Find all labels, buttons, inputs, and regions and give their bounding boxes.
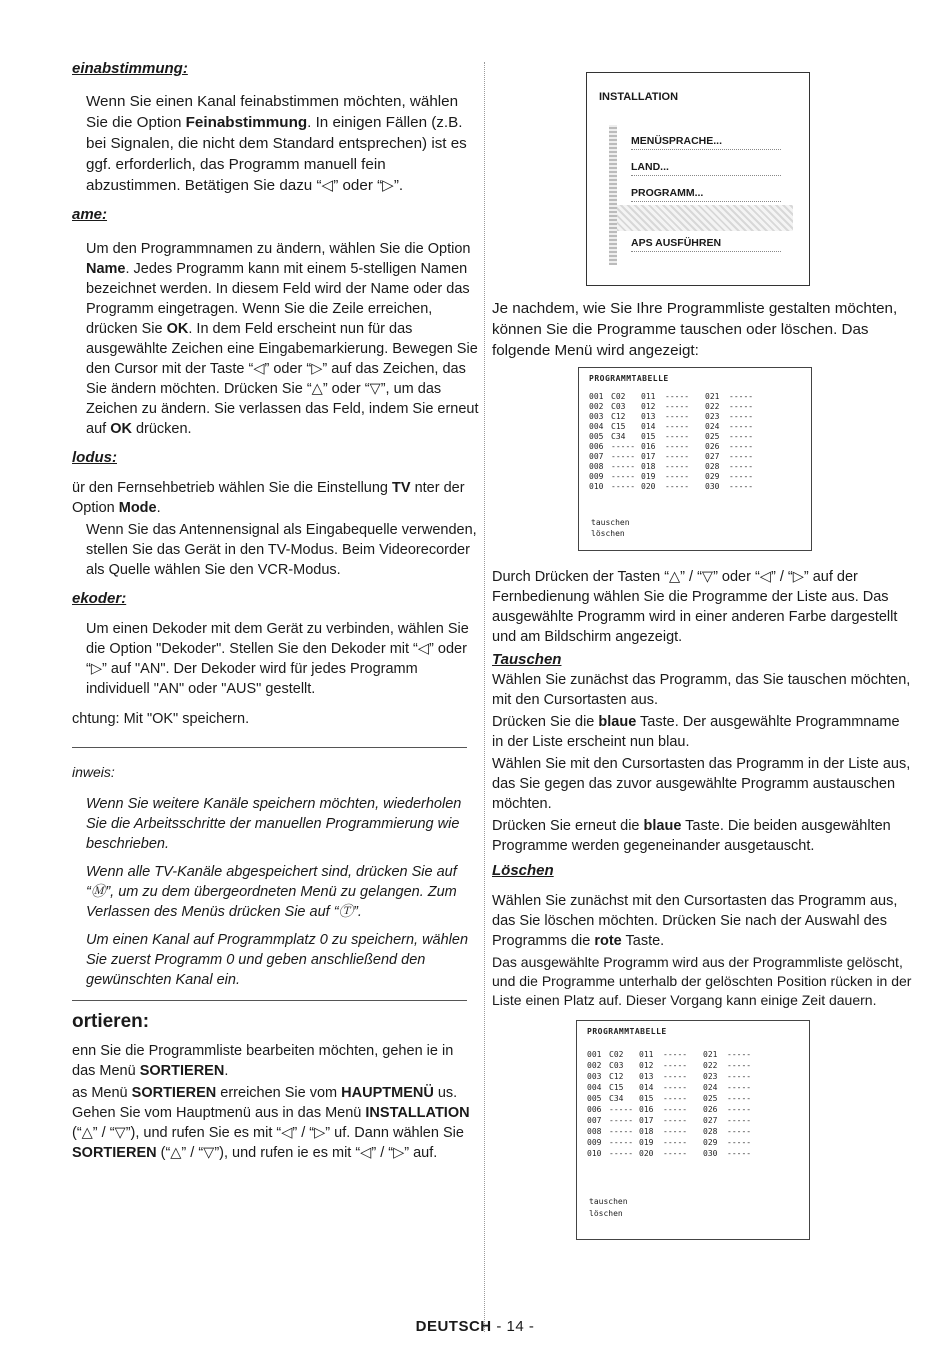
table-cell: 010 bbox=[589, 482, 604, 491]
table-cell: C34 bbox=[609, 1094, 624, 1103]
table-cell: 025 bbox=[703, 1094, 718, 1103]
swap-label: tauschen bbox=[589, 1197, 628, 1206]
table-cell: 016 bbox=[641, 442, 656, 451]
table-cell: 029 bbox=[705, 472, 720, 481]
table-cell: C03 bbox=[611, 402, 626, 411]
separator-line bbox=[72, 747, 467, 748]
table-cell: ----- bbox=[727, 1105, 752, 1114]
menu-item-aps: APS AUSFÜHREN bbox=[631, 237, 781, 252]
table-cell: 003 bbox=[587, 1072, 602, 1081]
table-row bbox=[587, 1104, 767, 1115]
table-cell: 028 bbox=[705, 462, 720, 471]
table-cell: ----- bbox=[609, 1105, 634, 1114]
decoder-heading: ekoder: bbox=[72, 590, 127, 607]
table-cell: 007 bbox=[587, 1116, 602, 1125]
table-cell: 004 bbox=[589, 422, 604, 431]
table-cell: 014 bbox=[639, 1083, 654, 1092]
table-row bbox=[589, 402, 769, 412]
note-heading: inweis: bbox=[72, 764, 115, 780]
table-cell: ----- bbox=[665, 432, 690, 441]
decoder-text-1: Um einen Dekoder mit dem Gerät zu verbinden, wählen Sie die Option "Dekoder". Stellen Sie den Dekoder mit “◁” oder “▷” auf "AN". Der Dekoder wird für jedes Programm individuell "AN" oder "AUS" gestellt. bbox=[86, 621, 469, 697]
table-cell: ----- bbox=[729, 402, 754, 411]
table-cell: 024 bbox=[703, 1083, 718, 1092]
table-row bbox=[589, 392, 769, 402]
table-cell: ----- bbox=[663, 1105, 688, 1114]
table-cell: C03 bbox=[609, 1061, 624, 1070]
separator-line bbox=[72, 1000, 467, 1001]
intro-text: Je nachdem, wie Sie Ihre Programmliste gestalten möchten, können Sie die Programme tauschen oder löschen. Das folgende Menü wird angezeigt: bbox=[492, 300, 898, 359]
table-cell: 009 bbox=[587, 1138, 602, 1147]
table-cell: ----- bbox=[729, 442, 754, 451]
table-cell: 013 bbox=[639, 1072, 654, 1081]
menu-title: INSTALLATION bbox=[599, 91, 679, 103]
program-table-screenshot-2 bbox=[576, 1020, 810, 1240]
swap-label: tauschen bbox=[591, 518, 630, 527]
table-row bbox=[587, 1093, 767, 1104]
table-cell: 022 bbox=[705, 402, 720, 411]
table-cell: 030 bbox=[703, 1149, 718, 1158]
table-cell: 023 bbox=[703, 1072, 718, 1081]
table-row bbox=[589, 412, 769, 422]
table-row bbox=[587, 1060, 767, 1071]
delete-text-2: Das ausgewählte Programm wird aus der Programmliste gelöscht, und die Programme unterhalb der gelöschten Position rücken in der Liste einen Platz auf. Dieser Vorgang kann einige Zeit dauern. bbox=[492, 954, 912, 1008]
table-cell: 009 bbox=[589, 472, 604, 481]
table-cell: 017 bbox=[641, 452, 656, 461]
program-table-grid bbox=[589, 392, 769, 492]
table-cell: ----- bbox=[663, 1116, 688, 1125]
table-cell: ----- bbox=[611, 452, 636, 461]
table-row bbox=[587, 1148, 767, 1159]
table-cell: C15 bbox=[611, 422, 626, 431]
table-cell: 010 bbox=[587, 1149, 602, 1158]
table-cell: ----- bbox=[663, 1127, 688, 1136]
table-cell: ----- bbox=[609, 1116, 634, 1125]
table-cell: ----- bbox=[665, 442, 690, 451]
program-table-title: PROGRAMMTABELLE bbox=[587, 1027, 667, 1036]
table-cell: ----- bbox=[663, 1061, 688, 1070]
table-cell: ----- bbox=[729, 422, 754, 431]
table-cell: 016 bbox=[639, 1105, 654, 1114]
table-cell: ----- bbox=[665, 482, 690, 491]
table-row bbox=[587, 1126, 767, 1137]
table-cell: ----- bbox=[611, 442, 636, 451]
menu-item-country: LAND... bbox=[631, 161, 781, 176]
table-cell: ----- bbox=[729, 472, 754, 481]
table-cell: 012 bbox=[639, 1061, 654, 1070]
fine-tuning-section bbox=[72, 60, 480, 196]
name-section bbox=[72, 206, 480, 439]
table-cell: 005 bbox=[587, 1094, 602, 1103]
note-text-3: Um einen Kanal auf Programmplatz 0 zu speichern, wählen Sie zuerst Programm 0 und geben anschließend den gewünschten Kanal ein. bbox=[86, 932, 469, 988]
fine-tuning-text: Wenn Sie einen Kanal feinabstimmen möchten, wählen Sie die Option Feinabstimmung. In einigen Fällen (z.B. bei Signalen, die nicht dem Standard entsprechen) ist es ggf. erforderlich, das Programm manuell fein abzustimmen. Betätigen Sie dazu “◁” oder “▷”. bbox=[86, 93, 467, 194]
table-cell: 020 bbox=[641, 482, 656, 491]
table-cell: ----- bbox=[611, 462, 636, 471]
table-cell: 004 bbox=[587, 1083, 602, 1092]
table-cell: ----- bbox=[729, 452, 754, 461]
table-cell: 013 bbox=[641, 412, 656, 421]
program-table-title: PROGRAMMTABELLE bbox=[589, 374, 669, 383]
table-cell: 002 bbox=[587, 1061, 602, 1070]
mode-section bbox=[72, 449, 480, 580]
table-cell: C02 bbox=[611, 392, 626, 401]
table-cell: 028 bbox=[703, 1127, 718, 1136]
table-cell: 026 bbox=[703, 1105, 718, 1114]
decoder-section bbox=[72, 590, 480, 729]
footer-page-number: - 14 - bbox=[491, 1318, 535, 1335]
sort-heading: ortieren: bbox=[72, 1011, 150, 1032]
table-cell: ----- bbox=[727, 1094, 752, 1103]
table-cell: ----- bbox=[663, 1050, 688, 1059]
table-cell: 018 bbox=[639, 1127, 654, 1136]
table-cell: 008 bbox=[589, 462, 604, 471]
menu-selection-highlight bbox=[617, 205, 793, 231]
table-cell: 021 bbox=[705, 392, 720, 401]
delete-heading: Löschen bbox=[492, 862, 554, 879]
swap-heading: Tauschen bbox=[492, 651, 562, 668]
table-cell: ----- bbox=[665, 402, 690, 411]
program-table-screenshot bbox=[578, 367, 812, 551]
mode-text-2: Wenn Sie das Antennensignal als Eingabequelle verwenden, stellen Sie das Gerät in den TV-Modus. Beim Videorecorder als Quelle wählen Sie den VCR-Modus. bbox=[86, 522, 477, 578]
table-row bbox=[589, 432, 769, 442]
mode-heading: lodus: bbox=[72, 449, 117, 466]
table-cell: 001 bbox=[587, 1050, 602, 1059]
table-cell: C02 bbox=[609, 1050, 624, 1059]
table-cell: ----- bbox=[729, 482, 754, 491]
table-cell: 022 bbox=[703, 1061, 718, 1070]
table-cell: 017 bbox=[639, 1116, 654, 1125]
table-cell: 011 bbox=[639, 1050, 654, 1059]
table-cell: 003 bbox=[589, 412, 604, 421]
table-cell: ----- bbox=[663, 1149, 688, 1158]
table-cell: 011 bbox=[641, 392, 656, 401]
table-row bbox=[589, 442, 769, 452]
table-cell: ----- bbox=[665, 392, 690, 401]
sort-text-1: enn Sie die Programmliste bearbeiten möchten, gehen ie in das Menü SORTIEREN. bbox=[72, 1043, 454, 1079]
table-row bbox=[587, 1115, 767, 1126]
column-divider bbox=[484, 62, 485, 1332]
table-cell: 029 bbox=[703, 1138, 718, 1147]
table-cell: 008 bbox=[587, 1127, 602, 1136]
decoder-text-2: chtung: Mit "OK" speichern. bbox=[72, 711, 250, 727]
delete-label: löschen bbox=[589, 1209, 623, 1218]
table-cell: 026 bbox=[705, 442, 720, 451]
table-cell: C34 bbox=[611, 432, 626, 441]
table-cell: ----- bbox=[727, 1127, 752, 1136]
menu-item-language: MENÜSPRACHE... bbox=[631, 135, 781, 150]
name-text: Um den Programmnamen zu ändern, wählen Sie die Option Name. Jedes Programm kann mit einem 5-stelligen Namen bezeichnet werden. In diesem Feld wird der Name oder das Programm eingetragen. Wenn Sie die Zeile erreichen, drücken Sie OK. In dem Feld erscheint nun für das ausgewählte Zeichen eine Eingabemarkierung. Bewegen Sie den Cursor mit der Taste “◁” oder “▷” auf das Zeichen, das Sie ändern möchten. Drücken Sie “△” oder “▽”, um das Zeichen zu ändern. Sie verlassen das Feld, indem Sie erneut auf OK drücken. bbox=[86, 241, 479, 437]
table-cell: ----- bbox=[727, 1149, 752, 1158]
table-cell: ----- bbox=[727, 1061, 752, 1070]
note-text-1: Wenn Sie weitere Kanäle speichern möchten, wiederholen Sie die Arbeitsschritte der manuellen Programmierung wie beschrieben. bbox=[86, 796, 462, 852]
table-cell: 021 bbox=[703, 1050, 718, 1059]
table-cell: ----- bbox=[729, 392, 754, 401]
table-row bbox=[589, 452, 769, 462]
table-cell: ----- bbox=[727, 1050, 752, 1059]
table-row bbox=[587, 1082, 767, 1093]
table-cell: 018 bbox=[641, 462, 656, 471]
menu-item-program: PROGRAMM... bbox=[631, 187, 781, 202]
table-row bbox=[589, 472, 769, 482]
table-cell: 012 bbox=[641, 402, 656, 411]
table-cell: ----- bbox=[663, 1094, 688, 1103]
table-cell: 020 bbox=[639, 1149, 654, 1158]
table-cell: 006 bbox=[589, 442, 604, 451]
table-cell: 005 bbox=[589, 432, 604, 441]
sort-text-2: as Menü SORTIEREN erreichen Sie vom HAUPTMENÜ us. Gehen Sie vom Hauptmenü aus in das Menü INSTALLATION (“△” / “▽”), und rufen Sie es mit “◁” / “▷” uf. Dann wählen Sie SORTIEREN (“△” / “▽”), und rufen ie es mit “◁” / “▷” auf. bbox=[72, 1085, 470, 1161]
table-cell: 015 bbox=[639, 1094, 654, 1103]
table-cell: 001 bbox=[589, 392, 604, 401]
table-cell: ----- bbox=[729, 462, 754, 471]
name-heading: ame: bbox=[72, 206, 108, 223]
table-cell: ----- bbox=[611, 472, 636, 481]
table-cell: ----- bbox=[663, 1083, 688, 1092]
table-cell: 027 bbox=[703, 1116, 718, 1125]
table-cell: ----- bbox=[611, 482, 636, 491]
table-cell: 027 bbox=[705, 452, 720, 461]
table-cell: 015 bbox=[641, 432, 656, 441]
table-row bbox=[589, 462, 769, 472]
table-cell: ----- bbox=[727, 1116, 752, 1125]
table-cell: ----- bbox=[665, 422, 690, 431]
table-cell: 006 bbox=[587, 1105, 602, 1114]
table-cell: ----- bbox=[609, 1149, 634, 1158]
table-row bbox=[589, 482, 769, 492]
table-cell: ----- bbox=[665, 452, 690, 461]
table-cell: ----- bbox=[727, 1138, 752, 1147]
page-footer bbox=[0, 1318, 950, 1335]
table-cell: 030 bbox=[705, 482, 720, 491]
table-row bbox=[587, 1049, 767, 1060]
table-cell: 019 bbox=[639, 1138, 654, 1147]
footer-language: DEUTSCH bbox=[415, 1318, 492, 1335]
table-cell: 023 bbox=[705, 412, 720, 421]
table-cell: 014 bbox=[641, 422, 656, 431]
table-row bbox=[587, 1137, 767, 1148]
table-cell: 024 bbox=[705, 422, 720, 431]
mode-text-1: ür den Fernsehbetrieb wählen Sie die Einstellung TV nter der Option Mode. bbox=[72, 480, 465, 516]
table-cell: 025 bbox=[705, 432, 720, 441]
table-cell: ----- bbox=[665, 472, 690, 481]
table-cell: ----- bbox=[665, 412, 690, 421]
table-cell: C12 bbox=[609, 1072, 624, 1081]
table-cell: ----- bbox=[663, 1138, 688, 1147]
table-cell: 019 bbox=[641, 472, 656, 481]
swap-text-2: Drücken Sie die blaue Taste. Der ausgewählte Programmname in der Liste erscheint nun blau. bbox=[492, 714, 900, 750]
right-column bbox=[492, 72, 912, 1240]
table-cell: ----- bbox=[727, 1072, 752, 1081]
table-cell: ----- bbox=[609, 1127, 634, 1136]
note-text-2: Wenn alle TV-Kanäle abgespeichert sind, drücken Sie auf “Ⓜ”, um zu dem übergeordneten Menü zu gelangen. Zum Verlassen des Menüs drücken Sie auf “Ⓣ”. bbox=[86, 864, 457, 920]
table-cell: ----- bbox=[729, 412, 754, 421]
fine-tuning-heading: einabstimmung: bbox=[72, 60, 188, 77]
swap-text-1: Wählen Sie zunächst das Programm, das Sie tauschen möchten, mit den Cursortasten aus. bbox=[492, 672, 911, 708]
table-cell: C15 bbox=[609, 1083, 624, 1092]
sort-section bbox=[72, 1011, 480, 1163]
table-cell: 007 bbox=[589, 452, 604, 461]
table-cell: ----- bbox=[729, 432, 754, 441]
table-row bbox=[587, 1071, 767, 1082]
menu-scrollbar bbox=[609, 125, 617, 265]
delete-label: löschen bbox=[591, 529, 625, 538]
left-column bbox=[72, 60, 480, 1173]
table-cell: C12 bbox=[611, 412, 626, 421]
note-section bbox=[72, 764, 480, 990]
swap-text-3: Wählen Sie mit den Cursortasten das Programm in der Liste aus, das Sie gegen das zuvor ausgewählte Programm austauschen möchten. bbox=[492, 756, 911, 812]
table-cell: ----- bbox=[665, 462, 690, 471]
delete-text-1: Wählen Sie zunächst mit den Cursortasten das Programm aus, das Sie löschen möchten. Drücken Sie nach der Auswahl des Programms die rote Taste. bbox=[492, 893, 898, 949]
table-row bbox=[589, 422, 769, 432]
select-text: Durch Drücken der Tasten “△” / “▽” oder “◁” / “▷” auf der Fernbedienung wählen Sie die Programme der Liste aus. Das ausgewählte Programm wird in einer anderen Farbe dargestellt und am Bildschirm angezeigt. bbox=[492, 569, 898, 645]
table-cell: ----- bbox=[663, 1072, 688, 1081]
swap-text-4: Drücken Sie erneut die blaue Taste. Die beiden ausgewählten Programme werden gegeneinander ausgetauscht. bbox=[492, 818, 891, 854]
table-cell: ----- bbox=[727, 1083, 752, 1092]
installation-menu-screenshot bbox=[586, 72, 810, 286]
table-cell: ----- bbox=[609, 1138, 634, 1147]
program-table-grid bbox=[587, 1049, 767, 1159]
table-cell: 002 bbox=[589, 402, 604, 411]
